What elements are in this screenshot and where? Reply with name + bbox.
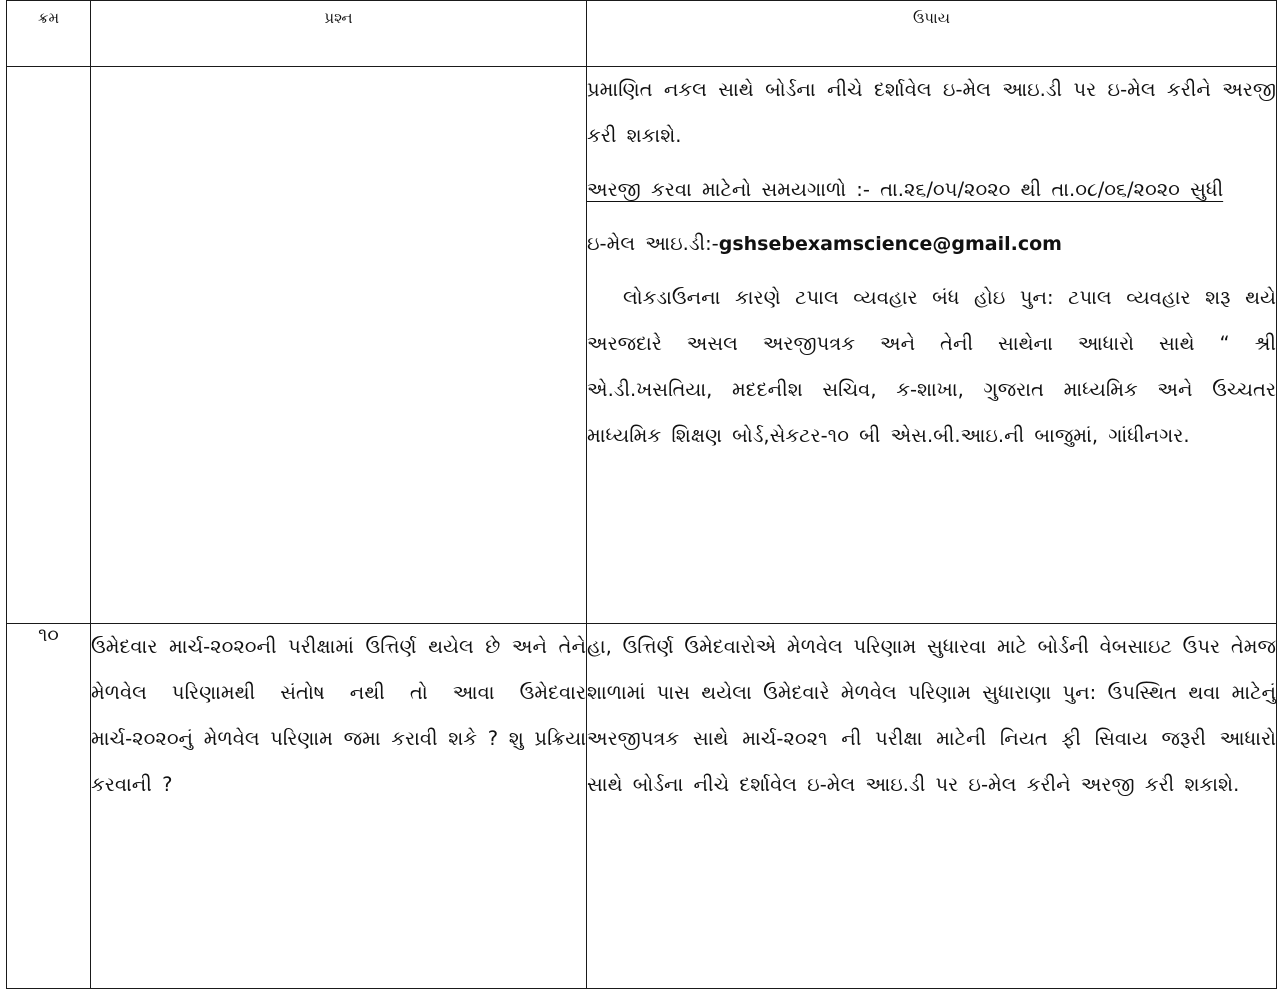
faq-table [6,0,1277,989]
serial-cell [7,67,91,624]
solution-paragraph: પ્રમાણિત નકલ સાથે બોર્ડના નીચે દર્શાવેલ ઇ-મેલ આઇ.ડી પર ઇ-મેલ કરીને અરજી કરી શકાશે. [587,78,1276,147]
table-row-continued [7,67,1277,624]
lockdown-paragraph: લોકડાઉનના કારણે ટપાલ વ્યવહાર બંધ હોઇ પુન: ટપાલ વ્યવહાર શરૂ થયે અરજદારે અસલ અરજીપત્રક અને તેની સાથેના આધારો સાથે “ શ્રી એ.ડી.ખસતિયા, મદદનીશ સચિવ, ક-શાખા, ગુજરાત માધ્યમિક અને ઉચ્ચતર માધ્યમિક શિક્ષણ બોર્ડ,સેકટર-૧૦ બી એસ.બી.આઇ.ની બાજુમાં, ગાંધીનગર. [587,286,1276,447]
column-header-question: પ્રશ્ન [91,1,587,67]
email-address: gshsebexamscience@gmail.com [718,233,1062,255]
serial-cell: ૧૦ [7,624,91,989]
solution-cell [587,67,1277,624]
column-header-number: ક્રમ [7,1,91,67]
question-cell [91,67,587,624]
email-line [587,221,1276,267]
table-header-row [7,1,1277,67]
table-row-10 [7,624,1277,989]
application-period: અરજી કરવા માટેનો સમયગાળો :- તા.૨૬/૦૫/૨૦૨૦ થી તા.૦૮/૦૬/૨૦૨૦ સુધી [587,178,1224,201]
question-cell: ઉમેદવાર માર્ચ-૨૦૨૦ની પરીક્ષામાં ઉત્તિર્ણ થયેલ છે અને તેને મેળવેલ પરિણામથી સંતોષ નથી તો આવા ઉમેદવાર માર્ચ-૨૦૨૦નું મેળવેલ પરિણામ જમા કરાવી શકે ? શુ પ્રક્રિયા કરવાની ? [91,624,587,989]
email-label: ઇ-મેલ આઇ.ડી:- [587,232,719,255]
solution-cell: હા, ઉત્તિર્ણ ઉમેદવારોએ મેળવેલ પરિણામ સુધારવા માટે બોર્ડની વેબસાઇટ ઉપર તેમજ શાળામાં પાસ થયેલા ઉમેદવારે મેળવેલ પરિણામ સુધારાણા પુન: ઉપસ્થિત થવા માટેનું અરજીપત્રક સાથે માર્ચ-૨૦૨૧ ની પરીક્ષા માટેની નિયત ફી સિવાય જરૂરી આધારો સાથે બોર્ડના નીચે દર્શાવેલ ઇ-મેલ આઇ.ડી પર ઇ-મેલ કરીને અરજી કરી શકાશે. [587,624,1277,989]
column-header-solution: ઉપાય [587,1,1277,67]
